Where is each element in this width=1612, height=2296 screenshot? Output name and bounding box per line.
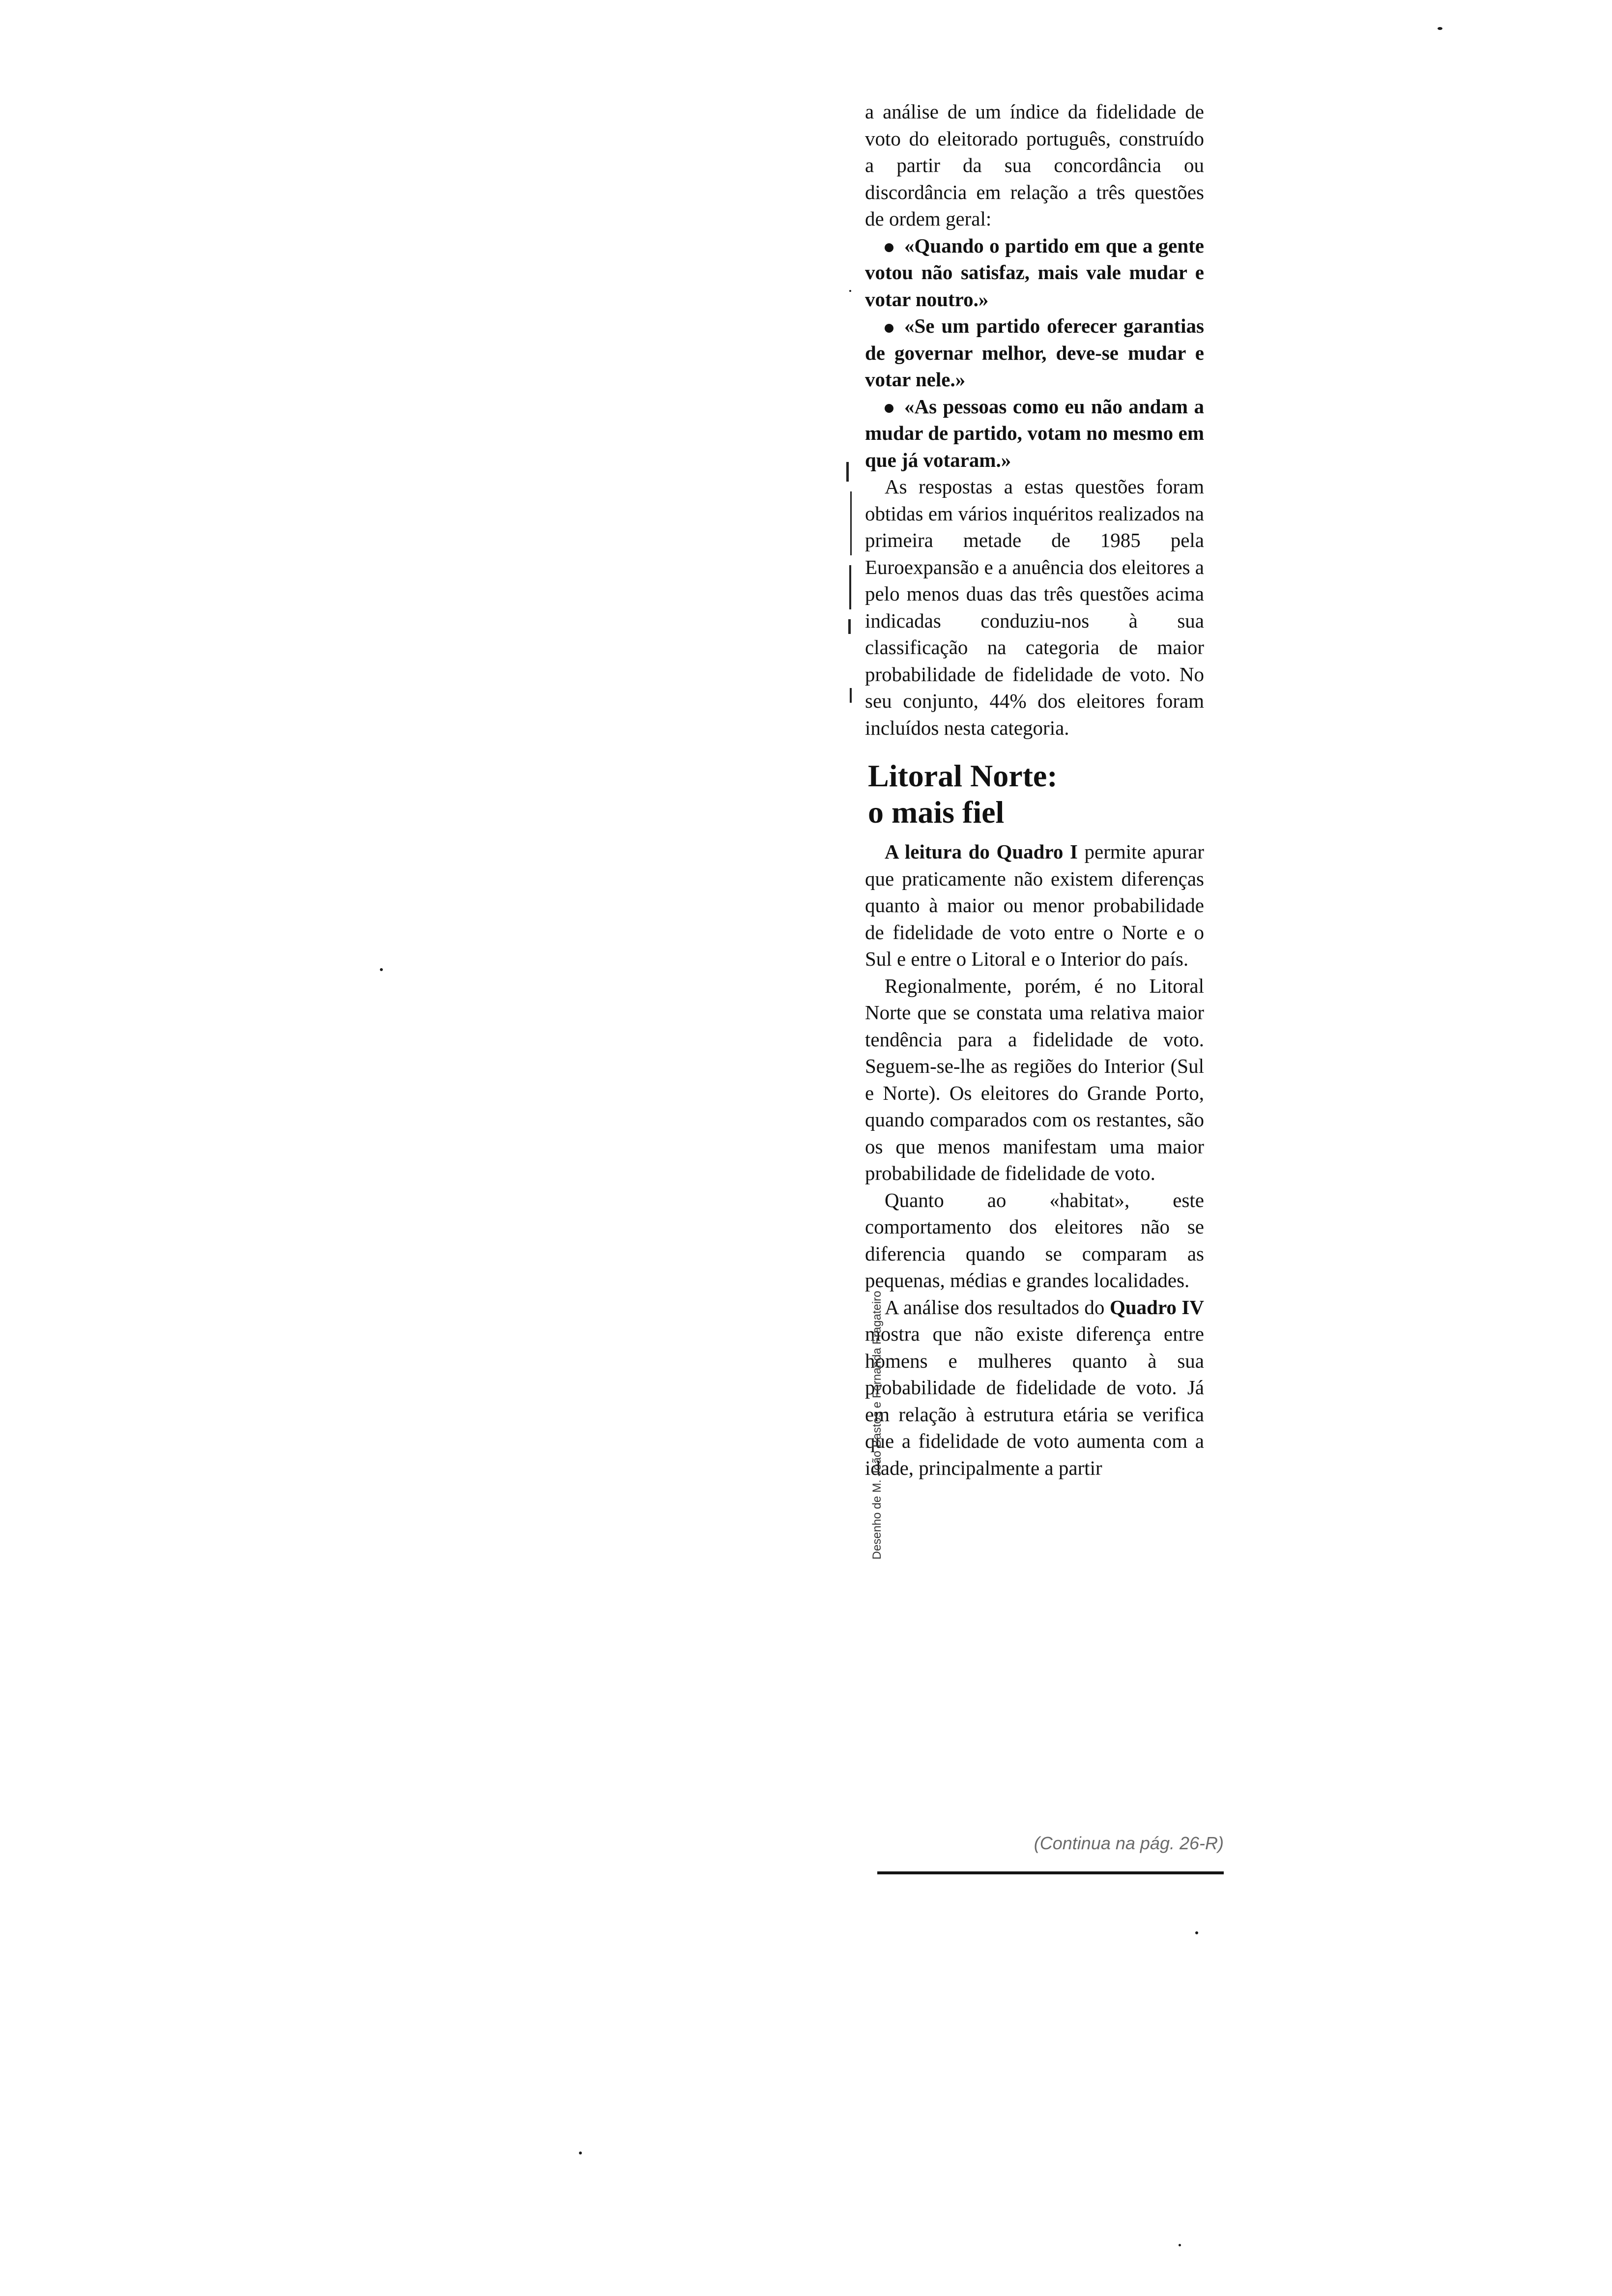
respostas-paragraph: As respostas a estas questões foram obtidas em vários inquéritos realizados na primeira metade de 1985 pela Euroexpansão e a anuência dos eleitores a pelo menos duas das três questões acima indicadas conduziu-nos à sua classificação na categoria de maior probabilidade de fidelidade de voto. No seu conjunto, 44% dos eleitores foram incluídos nesta categoria.	[865, 475, 1204, 739]
column-end-rule	[877, 1871, 1224, 1874]
article-column	[865, 98, 1204, 1481]
margin-mark	[846, 462, 849, 482]
scan-speck	[1438, 27, 1442, 30]
quadro-1-rest: permite apurar que praticamente não existem diferenças quanto à maior ou menor probabilidade de fidelidade de voto entre o Norte e o Sul e entre o Litoral e o Interior do país.	[865, 840, 1204, 970]
margin-mark	[850, 491, 852, 555]
quadro-1-lead: A leitura do Quadro I	[885, 840, 1078, 863]
section-heading-line-1: Litoral Norte:	[868, 758, 1058, 793]
bullet-icon	[885, 324, 893, 333]
scan-speck	[849, 290, 851, 292]
quadro-1-paragraph	[865, 838, 1204, 973]
regionalmente-paragraph: Regionalmente, porém, é no Litoral Norte que se constata uma relativa maior tendência para a fidelidade de voto. Seguem-se-lhe as regiões do Interior (Sul e Norte). Os eleitores do Grande Porto, quando comparados com os restantes, são os que menos manifestam uma maior probabilidade de fidelidade de voto.	[865, 974, 1204, 1184]
intro-paragraph: a análise de um índice da fidelidade de voto do eleitorado português, construído a partir da sua concordância ou discordância em relação a três questões de ordem geral:	[865, 100, 1204, 230]
quadro-4-pre: A análise dos resultados do	[885, 1295, 1105, 1319]
bullet-question-2-text: «Se um partido oferecer garantias de governar melhor, deve-se mudar e votar nele.»	[865, 315, 1204, 391]
margin-mark	[850, 688, 852, 703]
illustration-credit	[870, 1219, 885, 1632]
continued-note: (Continua na pág. 26-R)	[1034, 1833, 1224, 1853]
quadro-4-rest: mostra que não existe diferença entre homens e mulheres quanto à sua probabilidade de fidelidade de voto. Já em relação à estrutura etária se verifica que a fidelidade de voto aumenta com a idade, principalmente a partir	[865, 1322, 1204, 1479]
margin-mark	[848, 619, 851, 634]
quadro-4-bold: Quadro IV	[1109, 1295, 1204, 1319]
quadro-4-paragraph	[865, 1294, 1204, 1482]
bullet-question-1	[865, 232, 1204, 313]
scan-speck	[380, 968, 383, 971]
scan-speck	[1179, 2244, 1181, 2246]
bullet-icon	[885, 243, 893, 252]
bullet-question-3-text: «As pessoas como eu não andam a mudar de partido, votam no mesmo em que já votaram.»	[865, 395, 1204, 471]
scan-speck	[1195, 1931, 1198, 1934]
bullet-question-1-text: «Quando o partido em que a gente votou não satisfaz, mais vale mudar e votar noutro.»	[865, 234, 1204, 311]
bullet-question-2	[865, 313, 1204, 393]
section-heading	[868, 758, 1204, 831]
margin-mark	[849, 565, 851, 609]
habitat-paragraph: Quanto ao «habitat», este comportamento dos eleitores não se diferencia quando se comparam as pequenas, médias e grandes localidades.	[865, 1188, 1204, 1292]
illustration-credit-text: Desenho de M. João Bastos e Fernanda Fragateiro	[870, 1291, 884, 1560]
scan-speck	[579, 2152, 582, 2154]
bullet-question-3	[865, 393, 1204, 474]
bullet-icon	[885, 404, 893, 413]
section-heading-line-2: o mais fiel	[868, 795, 1005, 830]
